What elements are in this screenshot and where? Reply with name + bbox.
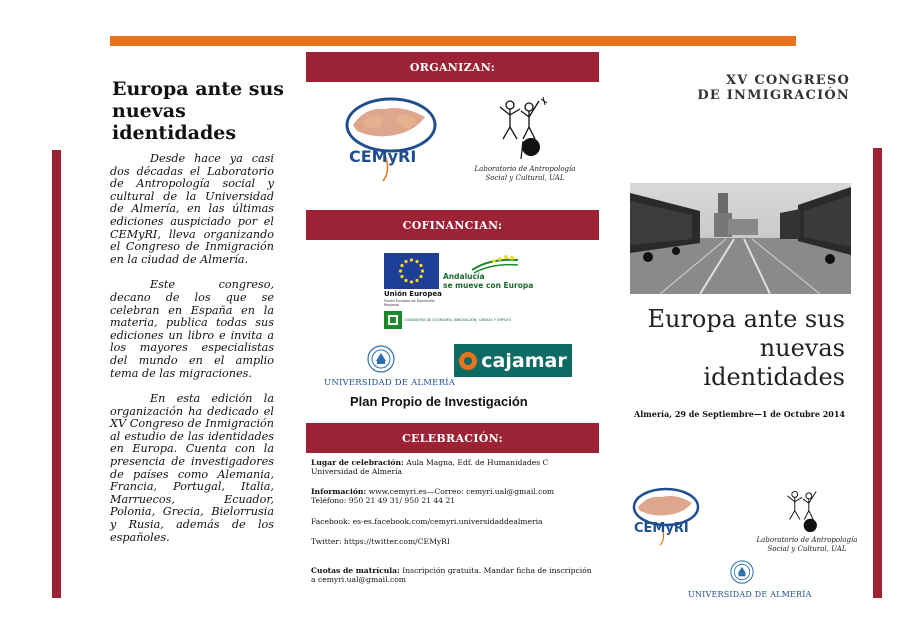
eu-stars-icon <box>384 253 439 289</box>
andalucia-text <box>443 272 533 290</box>
lab-caption: Laboratorio de Antropología Social y Cultural, UAL <box>474 165 576 182</box>
congreso-title-line1: XV CONGRESO <box>726 73 850 88</box>
info-label: Información: <box>311 487 367 496</box>
lugar-label: Lugar de celebración: <box>311 458 404 467</box>
plan-propio-label: Plan Propio de Investigación <box>350 394 528 409</box>
eu-label: Unión Europea <box>384 290 442 298</box>
cemyri-logo-right <box>632 487 702 547</box>
globe-icon <box>345 95 440 185</box>
telefono: Teléfono: 950 21 49 31/ 950 21 44 21 <box>311 496 456 506</box>
organizan-header: ORGANIZAN: <box>306 52 599 82</box>
cuotas-value: Inscripción gratuita. Mandar ficha de inscripción a cemyri.ual@gmail.com <box>311 566 592 585</box>
left-title: Europa ante sus nuevas identidades <box>112 78 285 144</box>
cofinancian-header: COFINANCIAN: <box>306 210 599 240</box>
paragraph: Desde hace ya casi dos décadas el Laboratorio de Antropología social y cultural de la Universidad de Almería, en las últimas ediciones auspiciado por el CEMyRI, lleva organizando el Congreso de Inmigración en la ciudad de Almería. <box>110 152 274 266</box>
lab-antropologia-logo-right <box>782 487 826 535</box>
dancing-figures-icon <box>495 95 550 160</box>
celebracion-header: CELEBRACIÓN: <box>306 423 599 453</box>
cemyri-text: CEMyRI <box>349 147 417 166</box>
right-main-title: Europa ante sus nuevas identidades <box>647 305 845 391</box>
congreso-title <box>660 73 850 103</box>
facebook-text: Facebook: es-es.facebook.com/cemyri.universidaddealmeria <box>311 517 543 526</box>
congreso-title-line2: DE INMIGRACIÓN <box>697 88 850 103</box>
ual-text-right: UNIVERSIDAD DE ALMERÍA <box>688 590 812 599</box>
university-seal-icon <box>367 345 395 373</box>
ual-seal <box>367 345 395 373</box>
lab-caption-right: Laboratorio de Antropología Social y Cultural, UAL <box>756 536 858 553</box>
lugar-block <box>311 458 596 476</box>
eu-sub-label: Fondo Europeo de Desarrollo Regional <box>384 299 435 307</box>
cajamar-logo <box>454 344 572 377</box>
info-value: www.cemyri.es—Correo: cemyri.ual@gmail.com <box>368 487 555 496</box>
paragraph: En esta edición la organización ha dedicado el XV Congreso de Inmigración al estudio de las identidades en Europa. Cuenta con la presencia de investigadores de países como Alemania, Francia, Portugal, Italia, Marruecos, Ecuador, Polonia, Grecia, Bielorrusia y Rusia, además de los españoles. <box>110 392 274 544</box>
ual-seal-right <box>730 560 754 584</box>
andalucia-line2: se mueve con Europa <box>443 281 534 290</box>
cajamar-icon <box>459 352 477 370</box>
junta-text: CONSEJERÍA DE ECONOMÍA, INNOVACIÓN, CIENCIA Y EMPLEO <box>404 318 512 322</box>
railway-image <box>630 183 851 294</box>
ual-text: UNIVERSIDAD DE ALMERÍA <box>324 378 456 388</box>
university-seal-icon <box>730 560 754 584</box>
cemyri-text-right: CEMyRI <box>634 521 689 536</box>
lab-antropologia-logo <box>495 95 550 160</box>
andalucia-line1: Andalucía <box>443 272 485 281</box>
right-red-bar <box>873 148 882 598</box>
globe-icon <box>632 487 702 547</box>
top-orange-bar <box>110 36 796 46</box>
lugar-value: Aula Magna, Edf. de Humanidades C <box>406 458 549 467</box>
cajamar-text: cajamar <box>481 349 567 372</box>
cuotas-block <box>311 566 596 584</box>
cuotas-label: Cuotas de matrícula: <box>311 566 400 575</box>
cemyri-logo <box>345 95 440 185</box>
paragraph: Este congreso, decano de los que se celebran en España en la materia, publica todas sus ediciones un libro e invita a los mayores especialistas del mundo en el amplio tema de las migraciones. <box>110 278 274 380</box>
dancing-figures-icon <box>782 487 826 535</box>
lugar-value2: Universidad de Almería <box>311 467 403 477</box>
twitter-text: Twitter: https://twitter.com/CEMyRI <box>311 537 450 546</box>
andalucia-stars-icon <box>470 254 520 274</box>
left-body-text <box>110 153 274 557</box>
railway-photo <box>630 183 851 294</box>
info-block <box>311 487 596 505</box>
eu-flag <box>384 253 439 289</box>
event-date: Almería, 29 de Septiembre—1 de Octubre 2014 <box>634 409 845 419</box>
left-red-bar <box>52 150 61 598</box>
